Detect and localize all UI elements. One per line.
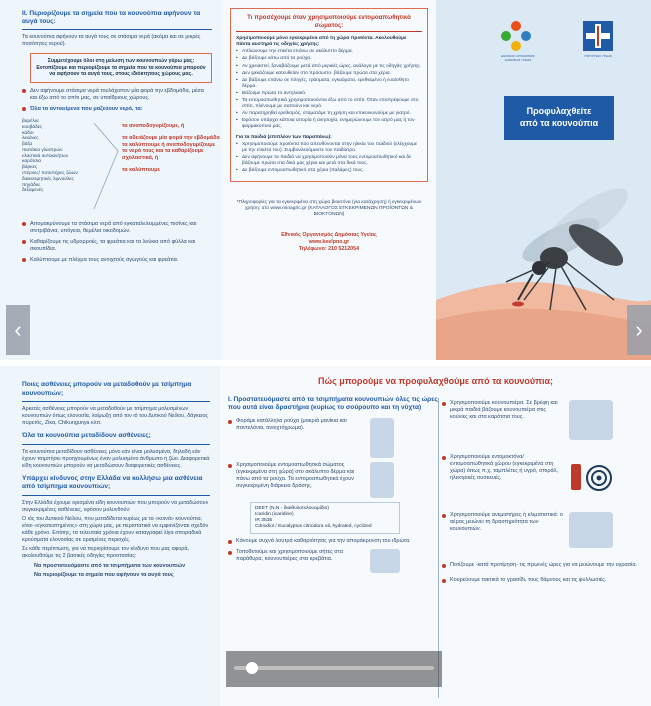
banner-line: από τα κουνούπια [519,117,599,128]
slider-knob[interactable] [246,662,258,674]
cover-banner [504,96,614,140]
bullet-text: Καλύπτουμε με πλέγμα τους ανοιχτούς αγωγούς και φρεάτια. [30,256,179,263]
bullet-item [228,549,438,573]
bullet-text: Χρησιμοποιούμε ανεμιστήρες ή κλιματιστικά: ο αέρας μειώνει τη δραστηριότητα των κουνουπιών. [450,512,563,532]
mosquito-net-icon [569,400,613,440]
list-item: κουβάδες [22,124,43,130]
window-screen-icon [370,549,400,573]
repellent-rules [236,49,422,130]
eody-caption: ΕΘΝΙΚΟΣ ΟΡΓΑΝΙΣΜΟΣ ΔΗΜΟΣΙΑΣ ΥΓΕΙΑΣ [501,54,535,62]
ministry-logo-icon [582,20,614,52]
list-item: • Αν χρειαστεί, ξαναβάζουμε μετά από μερικές ώρες, ανάλογα με τις οδηγίες χρήσης. [236,64,422,70]
list-item: Να προστατευόμαστε από τα τσιμπήματα των κουνουπιών [34,562,186,569]
bullet-dot-icon [22,89,26,93]
repellent-lead: Χρησιμοποιούμε μόνο εγκεκριμένα από τη χώρα προϊόντα. Ακολουθούμε πάντα αυστηρά τις οδηγίες χρήσης: [236,36,407,48]
list-item: • Δεν αφήνουμε τα παιδιά να χρησιμοποιούν μόνα τους εντομοαπωθητικό και δε βάζουμε πρώτα στα δικά μας χέρια και μετά στα δικά τους. [236,155,422,167]
bullet-text: Τοποθετούμε και χρησιμοποιούμε σήτες στα παράθυρα, κουνουπιέρες στα κρεβάτια. [236,549,343,563]
banner-line: Προφυλαχθείτε [526,106,592,116]
list-item: • Τα εντομοαπωθητικά χρησιμοποιούνται έξω από το σπίτι. Όταν επιστρέφουμε στο σπίτι, πλένουμε με σαπούνι και νερό. [236,98,422,110]
list-item: καρότσια [22,159,42,165]
action-text: τα αδειάζουμε μία φορά την εβδομάδα τα καλύπτουμε ή αναποδογυρίζουμε το νερό τους και τα καθαρίζουμε σχολαστικά, ή [122,135,220,161]
list-item: Να περιορίζουμε τα σημεία που αφήνουν τα αυγά τους [34,571,174,578]
list-item: • Βάζουμε πρώτα το αντηλιακό. [236,91,422,97]
bullet-dot-icon [228,540,232,544]
repellent-spray-icon [370,462,394,498]
org-name: Εθνικός Οργανισμός Δημόσιας Υγείας [281,232,377,239]
ingredients-box [250,502,400,534]
action-text: τα καλύπτουμε [122,167,160,174]
bullet-dot-icon [442,514,446,518]
bullet-dot-icon [22,107,26,111]
bullet-dot-icon [22,222,26,226]
divider [22,29,212,30]
protection-title: Πώς μπορούμε να προφυλαχθούμε από τα κουνούπια; [317,376,553,386]
chevron-left-icon: ‹ [14,317,22,342]
breeding-heading: ΙΙ. Περιορίζουμε τα σημεία που τα κουνούπια αφήνουν τα αυγά τους: [22,10,201,26]
bullet-item [22,221,212,235]
list-item: λεκάνες [22,136,39,142]
list-item: δεξαμενές [22,188,44,194]
bullet-item [442,400,647,440]
cover-column [436,0,651,360]
list-item: IR 3535 [255,518,273,524]
list-item: βάρκες [22,165,38,171]
org-site[interactable]: www.keelpno.gr [308,239,350,246]
protection-heading: Ι. Προστατευόμαστε από τα τσιμπήματα κουνουπιών όλες τις ώρες που αυτά είναι δραστήρια (κυρίως το σούρουπο και τη νύχτα) [228,396,438,412]
list-item: Icaridin (icaridine) [255,512,294,518]
list-item: βαρέλια [22,118,39,124]
container-actions [122,123,222,180]
prev-page-button[interactable] [6,305,30,355]
section-heading: Υπάρχει κίνδυνος στην Ελλάδα να κολλήσω μια ασθένεια από τσίμπημα κουνουπιών; [22,474,203,490]
divider [236,31,422,32]
bullet-text: Όλα τα αντικείμενα που μαζεύουν νερό, τα: [30,105,143,112]
container-items [22,119,92,194]
list-item: • Δεν ψεκάζουμε κατευθείαν στο πρόσωπο· βάζουμε πρώτα στα χέρια. [236,71,422,77]
ministry-caption: ΥΠΟΥΡΓΕΙΟ ΥΓΕΙΑΣ [583,54,613,58]
bullet-item [442,577,647,584]
repellent-title: Τι προσέχουμε όταν χρησιμοποιούμε εντομοαπωθητικό σώματος: [247,14,411,29]
bullet-item [228,538,438,545]
bullet-dot-icon [442,579,446,583]
repellent-column [222,0,436,360]
bullet-text: Φοράμε κατάλληλα ρούχα (μακριά μανίκια και παντελόνια, ανοιχτόχρωμα). [236,418,347,432]
eody-logo-icon [500,20,532,52]
protection-subcolumn-a [228,396,438,577]
bullet-dot-icon [442,402,446,406]
breeding-sites-column [0,0,222,360]
bullet-dot-icon [442,456,446,460]
bullet-item [22,106,212,113]
list-item: στέρνες/ ποτιστήρες ζώων [22,171,78,177]
bullet-dot-icon [22,258,26,262]
bullet-item [22,88,212,102]
bullet-item [442,454,647,498]
list-item: πηγάδια [22,182,40,188]
list-item: βάζα [22,142,33,148]
next-page-button[interactable] [627,305,651,355]
bullet-dot-icon [22,240,26,244]
bullet-text: Δεν αφήνουμε στάσιμα νερά τουλάχιστον μία φορά την εβδομάδα, μέσα και έξω από το σπίτι μας, σε υπαίθριους χώρους. [30,87,204,101]
list-item: • Απλώνουμε την ετικέτα επάνω σε ακάλυπτο δέρμα. [236,49,422,55]
bullet-dot-icon [228,464,232,468]
bullet-text: Κουρεύουμε τακτικά το γρασίδι, τους θάμνους και τις φυλλωσιές. [450,577,607,583]
media-overlay-bar[interactable] [226,651,442,687]
kids-rules [236,142,422,174]
bullet-text: Χρησιμοποιούμε κουνουπιέρα. Σε βρέφη και μικρά παιδιά βάζουμε κουνουπιέρα στις κούνιες και στα καρότσια τους. [450,400,558,420]
breeding-intro: Τα κουνούπια αφήνουν τα αυγά τους σε στάσιμα νερά (ακόμα και σε μικρές ποσότητες νερού). [22,34,201,48]
logos [496,20,636,70]
section-text: Ο ιός του Δυτικού Νείλου, που μεταδίδεται κυρίως με τα «κοινά» κουνούπια, είναι «εγκατεστημένος» στη χώρα μας, με περιστατικά να εμφανίζονται σχεδόν κάθε χρόνο. Επίσης, τα τελευταία χρόνια έχουν καταγραφεί λίγα σποραδικά κρούσματα ελονοσίας σε ορισμένες περιοχές. [22,515,209,543]
divider [22,444,210,445]
bullet-text: Κάνουμε συχνά λουτρά καθαριότητας για την απομάκρυνση του ιδρώτα. [236,538,411,545]
list-item: πιατάκια γλαστρών [22,147,63,153]
action-text: τα αναποδογυρίζουμε, ή [122,122,185,129]
org-phone: Τηλέφωνο: 210 5212054 [298,246,360,253]
list-item: Citriodiol / Eucalyptus citriodora oil, hydrated, cyclized [255,524,372,530]
diseases-column [0,366,220,706]
bullet-item [228,462,438,498]
section-text: Σε κάθε περίπτωση, για να περιορίσουμε τον κίνδυνο που μας αφορά, ακολουθούμε τις 2 βασικές οδηγίες προστασίας: [22,545,189,559]
section-heading: Ποιες ασθένειες μπορούν να μεταδοθούν με τσίμπημα κουνουπιών; [22,381,192,397]
section-heading: Όλα τα κουνούπια μεταδίδουν ασθένειες; [22,432,151,439]
list-item: ελαστικά αυτοκινήτων [22,153,68,159]
list-item: κάδοι [22,130,34,136]
list-item: • Δε βάζουμε κάτω από τα ρούχα. [236,56,422,62]
bullet-item [442,512,647,548]
bullet-text: Καθαρίζουμε τις υδρορροές, τα φρεάτια και τα λούκια από φύλλα και σκουπίδια. [30,238,196,252]
bullet-item [22,257,212,264]
bullet-text: Χρησιμοποιούμε εντομοκτόνα/ εντομοαπωθητικά χώρου (εγκεκριμένα στη χώρα) όπως π.χ. ταμπλέτες ή υγρό, σπιράλ, ηλεκτρικές συσκευές. [450,454,558,481]
mosquito-illustration [436,150,651,360]
divider [22,401,210,402]
clothing-icon [370,418,394,458]
section-text: Τα κουνούπια μεταδίδουν ασθένειες μόνο εάν είναι μολυσμένα, δηλαδή εάν έχουν τσιμπήσει προηγουμένως έναν μολυσμένο άνθρωπο ή ζώο. Διαφορετικά είδη κουνουπιών μπορούν να μεταδώσουν διαφορετικές ασθένειες. [22,448,210,469]
scrub-slider[interactable] [234,666,434,670]
bullet-text: Ποτίζουμε -κατά προτίμηση- τις πρωινές ώρες για να μειώνουμε την υγρασία. [450,562,638,568]
spiral-coil-icon [569,454,613,498]
list-item: • Εφόσον υπάρχει κάποια απορία ή ανησυχία, ενημερώνουμε τον ιατρό μας ή τον φαρμακοποιό μας. [236,118,422,130]
fan-icon [569,512,613,548]
bullet-text: Απομακρύνουμε τα στάσιμα νερά από εγκαταλελειμμένες πισίνες και σιντριβάνια, υπόγεια, θεμέλια οικοδομών. [30,220,197,234]
list-item: DEET (N,N - διαιθυλοτολουαμίδιο) [255,506,329,512]
bullet-dot-icon [228,551,232,555]
list-item: • Χρησιμοποιούμε προϊόντα που απευθύνονται στην ηλικία του παιδιού (ελέγχουμε με την ετικέτα του). Συμβουλευόμαστε τον παιδίατρο. [236,142,422,154]
bullet-dot-icon [228,420,232,424]
divider [22,495,210,496]
protection-subcolumn-b [442,396,647,588]
list-item: • Αν παρατηρηθεί ερεθισμός, σταματάμε τη χρήση και επικοινωνούμε με γιατρό. [236,111,422,117]
bullet-text: Χρησιμοποιούμε εντομοαπωθητικά σώματος (εγκεκριμένα στη χώρα) στο ακάλυπτο δέρμα και πάνω από τα ρούχα. Τα εντομοαπωθητικά έχουν συγκεκριμένη διάρκεια δράσης. [236,462,355,490]
section-text: Αρκετές ασθένειες μπορούν να μεταδοθούν με τσίμπημα μολυσμένων κουνουπιών όπως ελονοσία, λοίμωξη από τον ιό του Δυτικού Νείλου, δάγκειος πυρετός, Ζίκα, Chikungunya κλπ. [22,406,208,426]
bullet-dot-icon [442,564,446,568]
highlight-box: Συμμετέχουμε όλοι στη μείωση των κουνουπιών γύρω μας: Εντοπίζουμε και περιορίζουμε τα σημεία που τα κουνούπια μπορούν να αφήσουν τα αυγά τους, στους ιδιόκτητους χώρους μας. [30,53,212,83]
chevron-right-icon: › [635,317,643,342]
section-text: Στην Ελλάδα έχουμε ορισμένα είδη κουνουπιών που μπορούν να μεταδώσουν συγκεκριμένες ασθένειες, εφόσον μολυνθούν: [22,499,209,513]
bullet-item [228,418,438,458]
branch-arrows-icon [92,121,120,211]
bullet-item [442,562,647,569]
list-item: • Δε βάζουμε εντομοαπωθητικό στα χέρια (παλάμες) τους. [236,168,422,174]
bullet-item [22,239,212,253]
list-item: διακοσμητικές λιμνούλες [22,176,74,182]
list-item: • Δε βάζουμε επάνω σε πληγές, τραύματα, εγκαύματα, ερεθισμένο ή ευαίσθητο δέρμα. [236,78,422,90]
repellent-box [230,8,428,182]
approved-note: *Πληροφορίες για τα εγκεκριμένα στη χώρα βιοκτόνα (για κατάχρηση) ή εγκεκριμένων χρήση: στο www.minagric.gr (ΚΑΤΑΛΟΓΟΣ ΕΓΚΕΚΡΙΜΕΝΩΝ ΠΡΟΪΟΝΤΩΝ & ΒΙΟΚΤΟΝΩΝ) [236,200,422,218]
container-list [22,118,220,217]
kids-lead: Για τα παιδιά (επιπλέον των παραπάνω): [236,134,332,140]
